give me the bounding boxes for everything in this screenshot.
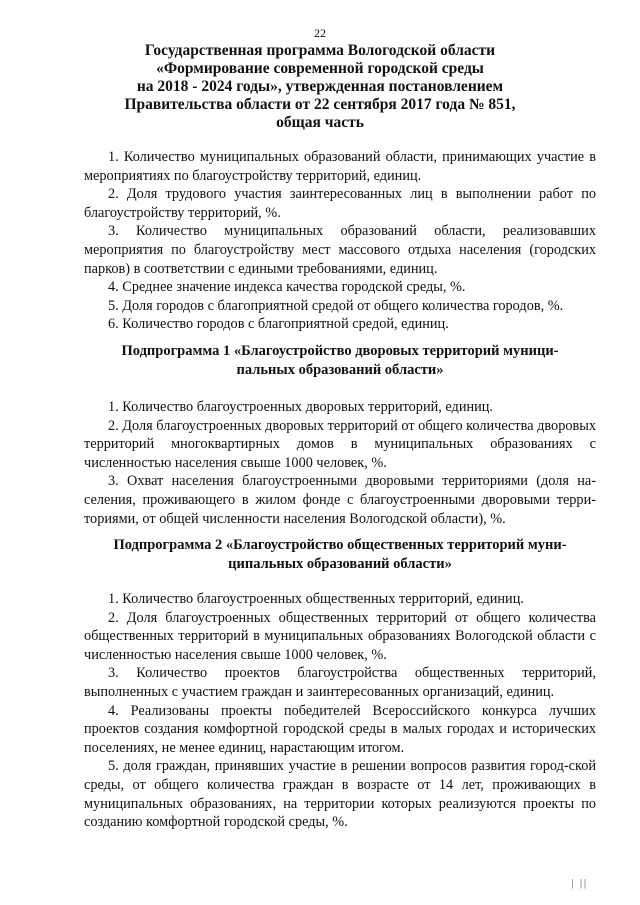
subprogram-title-line: Подпрограмма 2 «Благоустройство общественных территорий муни- <box>113 537 567 553</box>
subprogram-title-line: ципальных образований области» <box>228 555 452 572</box>
document-title <box>60 42 580 132</box>
indicator-item: 2. Доля трудового участия заинтересованных лиц в выполнении работ по благоустройству территорий, %. <box>84 186 596 221</box>
indicator-item: 5. доля граждан, принявших участие в решении вопросов развития город-ской среды, от общего количества граждан в возрасте от 14 лет, проживающих в муниципальных образованиях, на территории которых реализуются проекты по созданию комфортной городской среды, %. <box>84 758 596 831</box>
general-indicators <box>84 148 596 334</box>
indicator-item: 1. Количество муниципальных образований области, принимающих участие в мероприятиях по благоустройству территорий, единиц. <box>84 149 596 184</box>
subprogram-2-title <box>100 536 580 573</box>
indicator-item: 3. Количество муниципальных образований области, реализовавших мероприятия по благоустройству мест массового отдыха населения (городских парков) в соответствии с едиными требованиями, единиц. <box>84 223 596 277</box>
title-line: Правительства области от 22 сентября 2017 года № 851, <box>124 96 516 113</box>
subprogram-1-title <box>100 342 580 379</box>
indicator-item: 1. Количество благоустроенных общественных территорий, единиц. <box>108 591 524 607</box>
subprogram-title-line: пальных образований области» <box>236 361 444 378</box>
title-line: «Формирование современной городской среды <box>156 60 484 77</box>
indicator-item: 3. Количество проектов благоустройства общественных территорий, выполненных с участием граждан и заинтересованных организаций, единиц. <box>84 665 596 700</box>
indicator-item: 6. Количество городов с благоприятной средой, единиц. <box>108 316 449 333</box>
title-line: Государственная программа Вологодской области <box>144 42 496 59</box>
indicator-item: 5. Доля городов с благоприятной средой от общего количества городов, %. <box>108 297 564 314</box>
page-number: 22 <box>314 26 326 40</box>
indicator-item: 2. Доля благоустроенных общественных территорий от общего количества общественных территорий в муниципальных образованиях Вологодской области с численностью населения свыше 1000 человек, %. <box>84 609 596 663</box>
title-line: на 2018 - 2024 годы», утвержденная постановлением <box>136 78 504 95</box>
subprogram-title-line: Подпрограмма 1 «Благоустройство дворовых территорий муници- <box>121 343 559 359</box>
indicator-item: 1. Количество благоустроенных дворовых территорий, единиц. <box>108 399 494 415</box>
title-line: общая часть <box>276 114 364 131</box>
indicator-item: 4. Реализованы проекты победителей Всероссийского конкурса лучших проектов создания комфортной городской среды в малых городах и исторических поселениях, не менее единиц, нарастающим итогом. <box>84 702 596 756</box>
subprogram-1-indicators <box>84 398 596 528</box>
subprogram-2-indicators <box>84 590 596 832</box>
indicator-item: 3. Охват населения благоустроенными дворовыми территориями (доля на-селения, проживающего в жилом фонде с благоустроенными дворовыми терри-ториями, от общей численности населения Вологодской области), %. <box>84 473 596 527</box>
indicator-item: 4. Среднее значение индекса качества городской среды, %. <box>108 279 466 296</box>
scan-mark: | || <box>571 878 588 889</box>
indicator-item: 2. Доля благоустроенных дворовых территорий от общего количества дворовых территорий многоквартирных домов в муниципальных образованиях с численностью населения свыше 1000 человек, %. <box>84 417 596 471</box>
